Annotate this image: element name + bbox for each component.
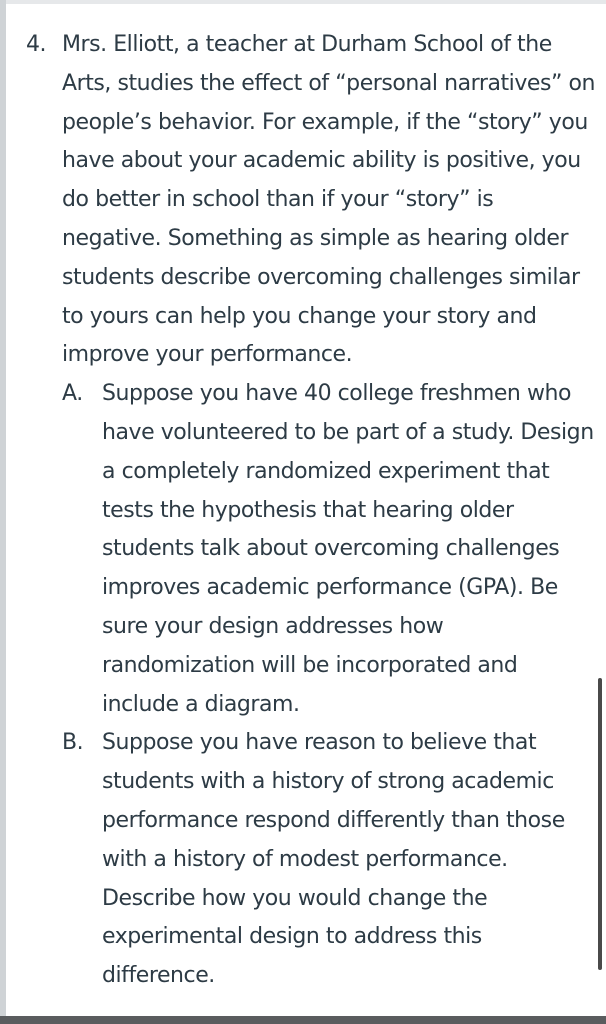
vertical-scrollbar-thumb[interactable] xyxy=(598,678,602,970)
sub-question-a-marker: A. xyxy=(62,381,83,407)
sub-question-list xyxy=(26,375,596,996)
sub-question-a-text: Suppose you have 40 college freshmen who have volunteered to be part of a study. Design a completely randomized experiment that tests the hypothesis that hearing older students talk about overcoming challenges improves academic performance (GPA). Be sure your design addresses how randomization will be incorporated and include a diagram. xyxy=(102,381,594,717)
sub-question-b-text: Suppose you have reason to believe that students with a history of strong academic performance respond differently than those with a history of modest performance. Describe how you would change the experimental design to address this difference. xyxy=(102,730,565,989)
bottom-toolbar-edge xyxy=(0,1016,606,1024)
top-edge xyxy=(0,0,606,4)
question-stem xyxy=(26,26,596,375)
left-border xyxy=(0,0,6,1024)
sub-question-a xyxy=(26,375,596,724)
sub-question-b-marker: B. xyxy=(62,730,84,756)
question-block xyxy=(26,26,596,996)
question-text: Mrs. Elliott, a teacher at Durham School of the Arts, studies the effect of “personal narratives” on people’s behavior. For example, if the “story” you have about your academic ability is positive, you do better in school than if your “story” is negative. Something as simple as hearing older students describe overcoming challenges similar to yours can help you change your story and improve your performance. xyxy=(62,32,595,368)
sub-question-b xyxy=(26,724,596,996)
question-number: 4. xyxy=(26,32,47,57)
